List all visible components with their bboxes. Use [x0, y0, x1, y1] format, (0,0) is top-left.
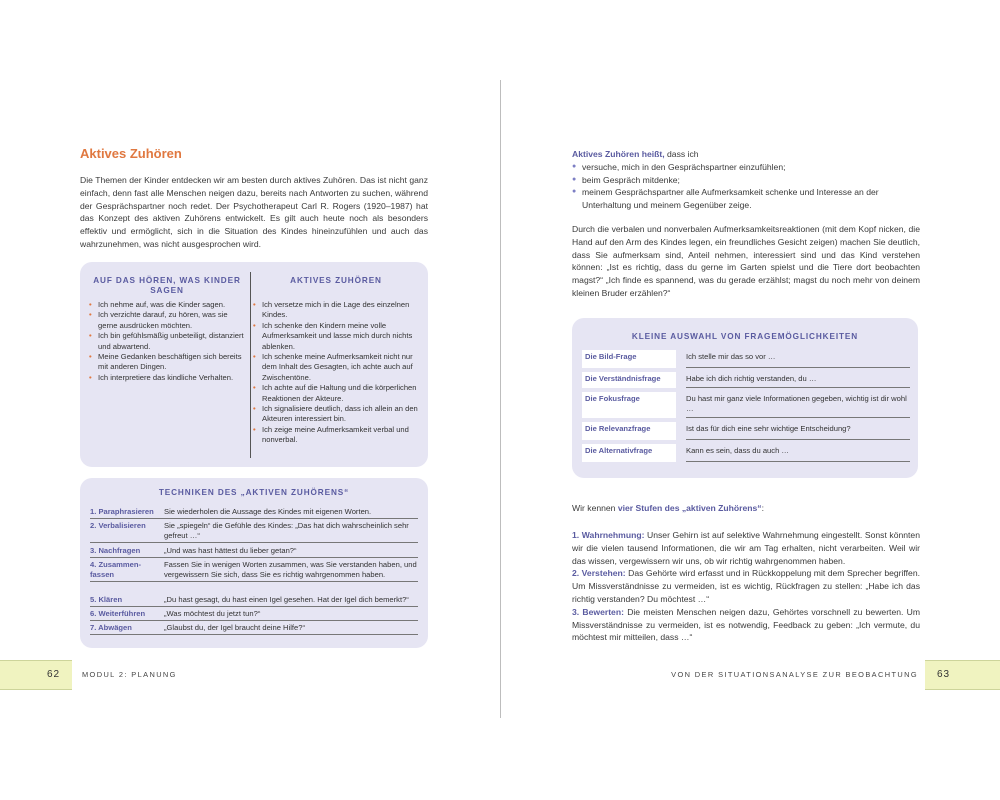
steps-intro: Wir kennen: [572, 503, 618, 513]
question-example: Ich stelle mir das so vor …: [686, 350, 910, 368]
comparison-item: • Ich schenke den Kindern meine volle Aufmerksamkeit und lasse mich durch nichts ablenken.: [252, 321, 420, 352]
comparison-item: • Ich versetze mich in die Lage des einzelnen Kindes.: [252, 300, 420, 321]
footer-right-page-number: [925, 660, 1000, 690]
step-item: [572, 606, 920, 644]
intro-bullet-item: ● versuche, mich in den Gesprächspartner einzufühlen;: [572, 161, 920, 174]
comparison-item: • Ich nehme auf, was die Kinder sagen.: [88, 300, 246, 310]
question-example: Ist das für dich eine sehr wichtige Entscheidung?: [686, 422, 910, 440]
question-example: Kann es sein, dass du auch …: [686, 444, 910, 462]
comparison-item: • Ich zeige meine Aufmerksamkeit verbal und nonverbal.: [252, 425, 420, 446]
steps-list: [572, 529, 920, 644]
right-intro: [572, 148, 920, 212]
footer-left-page-number: [0, 660, 72, 690]
page-gutter-divider: [500, 80, 501, 718]
attention-paragraph: Durch die verbalen und nonverbalen Aufmerksamkeitsreaktionen (mit dem Kopf nicken, die Hand auf den Arm des Kindes legen, ein freundliches Gesicht zeigen) machen Sie deutlich, dass Sie aufmerksam sind, Anteil nehmen, interessiert sind und das Kind verstehen können: „Ist es richtig, dass du gerne im Garten spielst und die Tiere dort beobachten magst?“ „Ich finde es spannend, was du gerade erzählst; magst du noch mehr von deinem kleinen Bruder erzählen?“: [572, 224, 920, 298]
step-text: Das Gehörte wird erfasst und in Rückkoppelung mit dem Sprecher begriffen. Um Missverständnisse zu vermeiden, ist es wichtig, Rückfragen zu stellen: „Habe ich das richtig verstanden? Du möchtest …“: [572, 568, 921, 604]
technique-row: [90, 506, 418, 519]
question-row: [582, 422, 910, 440]
technique-value: „Und was hast hättest du lieber getan?“: [164, 546, 297, 555]
technique-row: [90, 594, 418, 607]
comparison-right-column: [252, 270, 420, 459]
comparison-item: • Ich schenke meine Aufmerksamkeit nicht nur dem Inhalt des Gesagten, ich achte auch auf Zwischentöne.: [252, 352, 420, 383]
steps-heading: [572, 502, 920, 515]
step-label: 2. Verstehen:: [572, 568, 626, 579]
footer-right-label: VON DER SITUATIONSANALYSE ZUR BEOBACHTUNG: [671, 670, 918, 679]
technique-value: „Du hast gesagt, du hast einen Igel gesehen. Hat der Igel dich bemerkt?“: [164, 595, 409, 604]
comparison-left-header: AUF DAS HÖREN, WAS KINDER SAGEN: [93, 276, 241, 295]
intro-bullet-item: ● beim Gespräch mitdenke;: [572, 174, 920, 187]
comparison-right-header: AKTIVES ZUHÖREN: [290, 276, 382, 285]
question-type: Die Fokusfrage: [582, 392, 676, 418]
step-label: 1. Wahrnehmung:: [572, 530, 645, 540]
question-example: Habe ich dich richtig verstanden, du …: [686, 372, 910, 388]
intro-lead: Aktives Zuhören heißt,: [572, 149, 665, 159]
technique-label: 5. Klären: [90, 595, 123, 604]
technique-label: 7. Abwägen: [90, 623, 132, 632]
page-number: 62: [47, 669, 61, 680]
question-row: [582, 392, 910, 418]
question-example: Du hast mir ganz viele Informationen gegeben, wichtig ist dir wohl …: [686, 392, 910, 418]
footer-left-label: MODUL 2: PLANUNG: [82, 670, 177, 679]
technique-label: 3. Nachfragen: [90, 546, 141, 555]
question-row: [582, 372, 910, 388]
technique-row: [90, 622, 418, 635]
technique-row: [90, 559, 418, 582]
questions-box: [572, 318, 918, 478]
section-title: Aktives Zuhören: [80, 146, 182, 161]
question-type: Die Bild-Frage: [582, 350, 676, 368]
intro-bullet-list: [572, 161, 920, 212]
techniques-header: TECHNIKEN DES „AKTIVEN ZUHÖRENS“: [158, 488, 350, 497]
step-item: [572, 529, 920, 567]
technique-value: Fassen Sie in wenigen Worten zusammen, was Sie verstanden haben, und vergewissern Sie sich, dass Sie es richtig wahrgenommen haben.: [164, 560, 417, 579]
comparison-box: [80, 262, 428, 467]
technique-value: „Was möchtest du jetzt tun?“: [164, 609, 261, 618]
question-row: [582, 350, 910, 368]
comparison-item: • Ich achte auf die Haltung und die körperlichen Reaktionen der Akteure.: [252, 383, 420, 404]
technique-label: 6. Weiterführen: [90, 609, 146, 618]
step-item: [572, 567, 920, 605]
comparison-item: • Ich verzichte darauf, zu hören, was sie gerne ausdrücken möchten.: [88, 310, 246, 331]
question-type: Die Relevanzfrage: [582, 422, 676, 440]
intro-paragraph: Die Themen der Kinder entdecken wir am besten durch aktives Zuhören. Das ist nicht ganz einfach, denn fast alle Menschen neigen dazu, bereits nach Antworten zu suchen, während der Gesprächspartner noch redet. Der Psychotherapeut Carl R. Rogers (1920–1987) hat das Konzept des aktiven Zuhörens entwickelt. Es gilt auch heute noch als besonders effektiv und ermöglicht, sich in die Situation des Kindes hineinzufühlen und auch das wahrzunehmen, was nicht ausgesprochen wird.: [80, 175, 428, 249]
page-number: 63: [937, 669, 951, 680]
comparison-left-column: [88, 270, 246, 459]
technique-row: [90, 608, 418, 621]
comparison-item: • Ich signalisiere deutlich, dass ich allein an den Akteuren interessiert bin.: [252, 404, 420, 425]
step-label: 3. Bewerten:: [572, 606, 624, 617]
comparison-left-list: [88, 300, 246, 383]
comparison-divider: [250, 272, 251, 458]
question-type: Die Verständnisfrage: [582, 372, 676, 388]
technique-value: Sie „spiegeln“ die Gefühle des Kindes: „Das hat dich wahrscheinlich sehr gefreut …“: [164, 521, 409, 540]
technique-row: [90, 520, 418, 543]
technique-value: Sie wiederholen die Aussage des Kindes mit eigenen Worten.: [164, 507, 372, 516]
steps-colon: :: [761, 503, 764, 513]
technique-value: „Glaubst du, der Igel braucht deine Hilfe?“: [164, 623, 305, 632]
comparison-item: • Ich bin gefühlsmäßig unbeteiligt, distanziert und abwartend.: [88, 331, 246, 352]
intro-bullet-item: ● meinem Gesprächspartner alle Aufmerksamkeit schenke und Interesse an der Unterhaltung und meinem Gegenüber zeige.: [572, 186, 920, 212]
question-row: [582, 444, 910, 462]
technique-row: [90, 545, 418, 558]
technique-label: 2. Verbalisieren: [90, 521, 146, 530]
question-type: Die Alternativfrage: [582, 444, 676, 462]
technique-label: 1. Paraphrasieren: [90, 507, 154, 516]
comparison-item: • Meine Gedanken beschäftigen sich bereits mit anderen Dingen.: [88, 352, 246, 373]
step-text: Unser Gehirn ist auf selektive Wahrnehmung eingestellt. Sonst könnten wir die vielen tausend Informationen, die wir am Tag erhalten, nicht verarbeiten. Weil wir das wissen, vergewissern wir uns, ob wir richtig wahrgenommen haben.: [572, 530, 920, 566]
step-text: Die meisten Menschen neigen dazu, Gehörtes vorschnell zu bewerten. Um Missverständnisse zu vermeiden, ist es notwendig, Feedback zu geben: „Ich vermute, du möchtest mir mitteilen, dass …“: [572, 606, 920, 643]
technique-label: 4. Zusammen-fassen: [90, 560, 142, 579]
comparison-item: • Ich interpretiere das kindliche Verhalten.: [88, 373, 246, 383]
intro-rest: dass ich: [664, 149, 699, 159]
questions-header: KLEINE AUSWAHL VON FRAGEMÖGLICHKEITEN: [631, 332, 859, 341]
techniques-box: [80, 478, 428, 648]
comparison-right-list: [252, 300, 420, 446]
steps-lead: vier Stufen des „aktiven Zuhörens“: [617, 503, 762, 513]
